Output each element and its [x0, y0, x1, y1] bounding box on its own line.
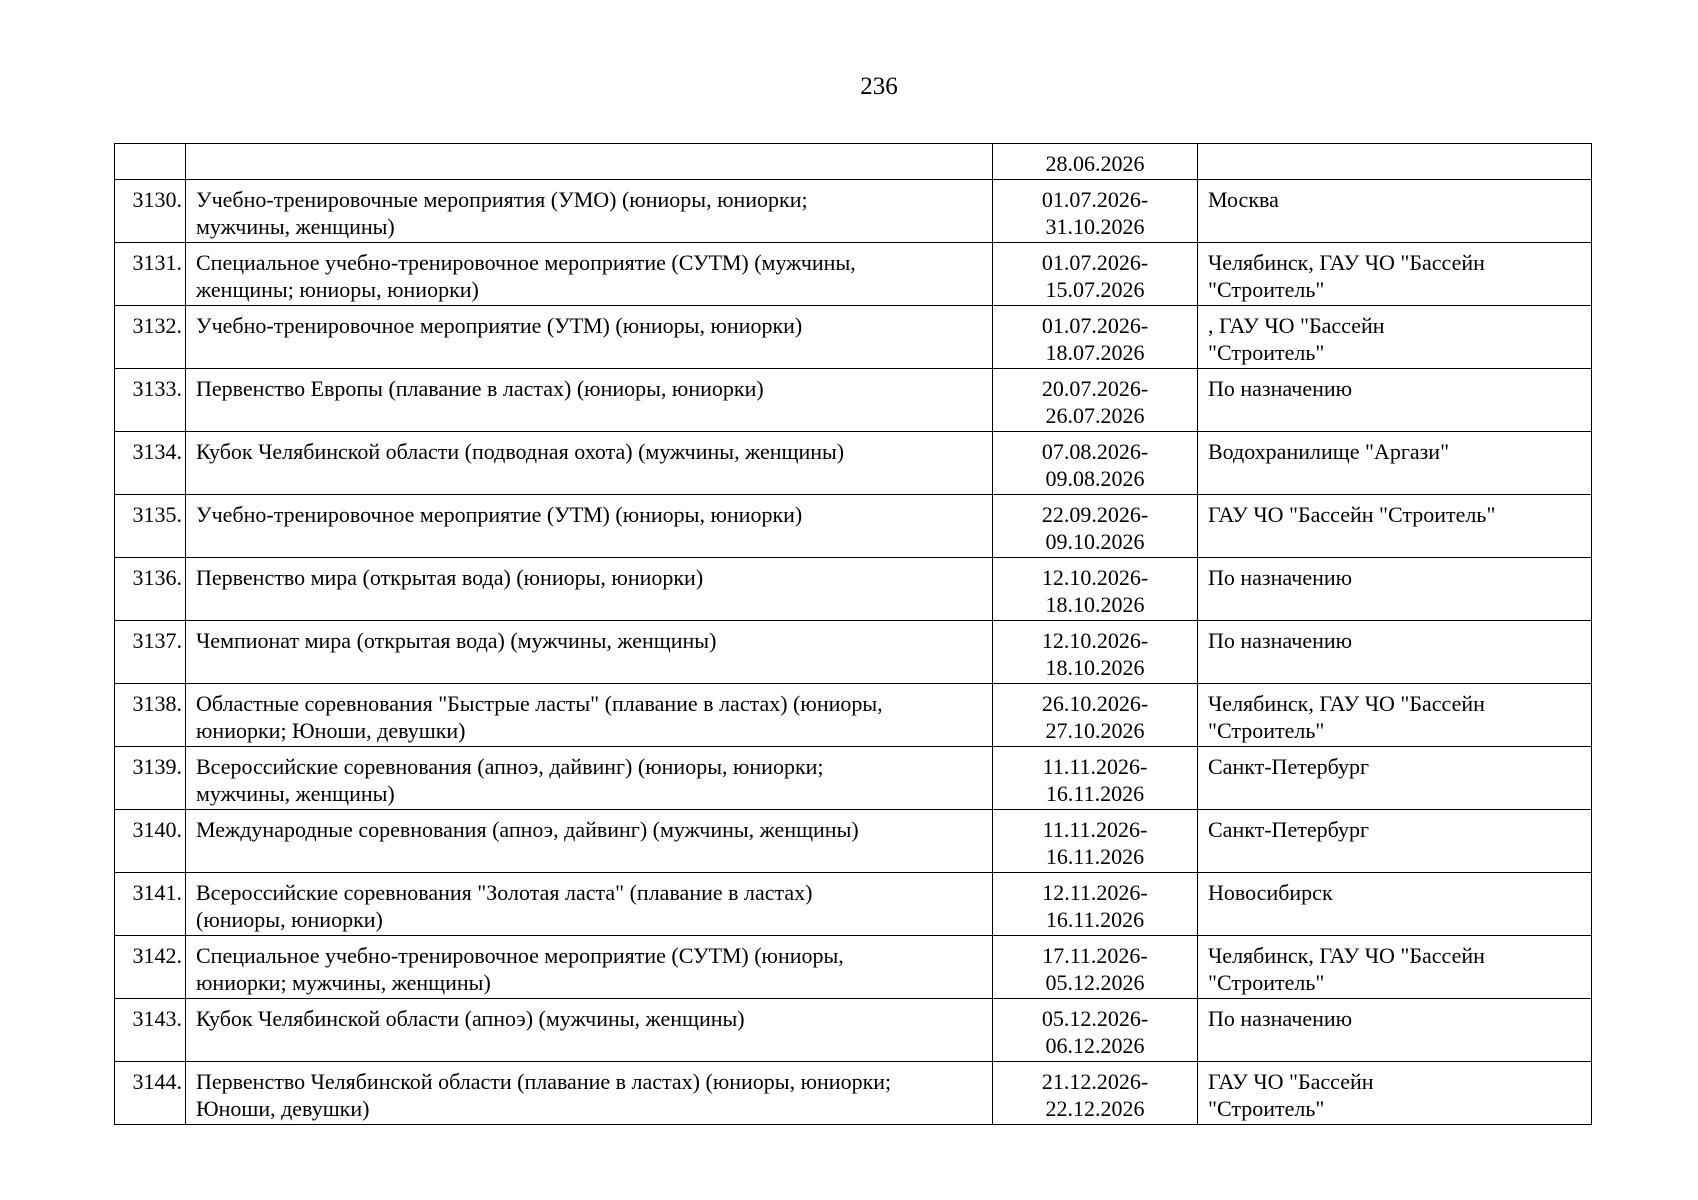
event-date-start: 01.07.2026-: [1041, 187, 1149, 212]
event-date-cell: [993, 621, 1198, 684]
event-place-line: , ГАУ ЧО "Бассейн: [1208, 313, 1385, 338]
event-place-line: Челябинск, ГАУ ЧО "Бассейн: [1208, 250, 1485, 275]
event-place-line: [1208, 1032, 1583, 1059]
event-date-cell: [993, 495, 1198, 558]
table-row: [115, 369, 1592, 432]
row-number-cell: 3141.: [115, 873, 186, 936]
event-date-end: 16.11.2026: [1045, 907, 1145, 932]
event-name-line: Первенство мира (открытая вода) (юниоры, юниорки): [196, 565, 704, 590]
event-name-line: Учебно-тренировочное мероприятие (УТМ) (юниоры, юниорки): [196, 502, 803, 527]
table-row: [115, 306, 1592, 369]
table-row-continued: [115, 144, 1592, 180]
table-row: [115, 1062, 1592, 1125]
event-date-end: 18.10.2026: [1045, 592, 1145, 617]
event-date-start: 26.10.2026-: [1041, 691, 1149, 716]
event-date-end: 26.07.2026: [1045, 403, 1145, 428]
row-number-cell: 3138.: [115, 684, 186, 747]
event-place-cell: [1198, 306, 1592, 369]
event-name-cell: [186, 810, 993, 873]
event-date-end: 22.12.2026: [1045, 1096, 1145, 1121]
event-date-cell: [993, 369, 1198, 432]
table-row: [115, 243, 1592, 306]
event-name-line: юниорки; Юноши, девушки): [196, 718, 466, 743]
event-place-cell: [1198, 684, 1592, 747]
event-name-cell: [186, 873, 993, 936]
table-row: [115, 810, 1592, 873]
event-date-start: 01.07.2026-: [1041, 313, 1149, 338]
event-name-line: [196, 339, 984, 366]
event-place-line: По назначению: [1208, 376, 1353, 401]
event-date-cell: [993, 180, 1198, 243]
event-date-start: 12.10.2026-: [1041, 628, 1149, 653]
event-date-start: 22.09.2026-: [1041, 502, 1149, 527]
event-place-line: "Строитель": [1208, 718, 1325, 743]
event-name-line: Кубок Челябинской области (апноэ) (мужчины, женщины): [196, 1006, 745, 1031]
event-place-line: Челябинск, ГАУ ЧО "Бассейн: [1208, 943, 1485, 968]
event-date-start: 11.11.2026-: [1042, 817, 1148, 842]
event-date-start: 12.11.2026-: [1042, 880, 1148, 905]
event-place-line: "Строитель": [1208, 1096, 1325, 1121]
event-name-cell: [186, 243, 993, 306]
event-place-cell: [1198, 495, 1592, 558]
event-place-line: "Строитель": [1208, 340, 1325, 365]
event-name-line: Всероссийские соревнования (апноэ, дайвинг) (юниоры, юниорки;: [196, 754, 824, 779]
event-name-cell: [186, 180, 993, 243]
event-name-cell: [186, 1062, 993, 1125]
event-name-line: мужчины, женщины): [196, 781, 395, 806]
event-name-line: [196, 843, 984, 870]
event-name-line: женщины; юниоры, юниорки): [196, 277, 479, 302]
event-date-cell: [993, 306, 1198, 369]
event-place-cell: [1198, 936, 1592, 999]
event-name-cell: [186, 747, 993, 810]
event-name-cell: [186, 432, 993, 495]
event-date-start: 12.10.2026-: [1041, 565, 1149, 590]
event-name-line: [196, 402, 984, 429]
event-date-end: 09.10.2026: [1045, 529, 1145, 554]
event-place-line: Москва: [1208, 187, 1279, 212]
row-number-cell: 3144.: [115, 1062, 186, 1125]
event-name-line: [196, 528, 984, 555]
event-place-line: [1208, 465, 1583, 492]
event-date-end: 16.11.2026: [1045, 781, 1145, 806]
event-date-cell: [993, 810, 1198, 873]
event-place-cell: [1198, 747, 1592, 810]
event-name-cell: [186, 999, 993, 1062]
event-place-line: Челябинск, ГАУ ЧО "Бассейн: [1208, 691, 1485, 716]
event-name-line: Областные соревнования "Быстрые ласты" (плавание в ластах) (юниоры,: [196, 691, 883, 716]
event-date-cell: [993, 558, 1198, 621]
event-date-end: 16.11.2026: [1045, 844, 1145, 869]
event-name-line: [196, 654, 984, 681]
event-date-end: 31.10.2026: [1045, 214, 1145, 239]
event-date-end: 06.12.2026: [1045, 1033, 1145, 1058]
events-table-body: [115, 144, 1592, 1125]
event-place-line: Санкт-Петербург: [1208, 754, 1369, 779]
event-name-line: Юноши, девушки): [196, 1096, 370, 1121]
row-number-cell: 3130.: [115, 180, 186, 243]
table-row: [115, 180, 1592, 243]
event-name-line: (юниоры, юниорки): [196, 907, 383, 932]
event-date-cell: [993, 873, 1198, 936]
event-date-end: 27.10.2026: [1045, 718, 1145, 743]
event-name-cell: [186, 144, 993, 180]
row-number-cell: 3136.: [115, 558, 186, 621]
event-name-line: Международные соревнования (апноэ, дайвинг) (мужчины, женщины): [196, 817, 859, 842]
event-name-line: [196, 1032, 984, 1059]
events-table: [114, 143, 1592, 1125]
event-place-cell: [1198, 369, 1592, 432]
event-place-line: [1208, 213, 1583, 240]
event-date-end: 18.07.2026: [1045, 340, 1145, 365]
row-number-cell: 3134.: [115, 432, 186, 495]
event-date-cell: [993, 432, 1198, 495]
row-number-cell: [115, 144, 186, 180]
event-name-line: юниорки; мужчины, женщины): [196, 970, 491, 995]
event-place-cell: [1198, 432, 1592, 495]
event-place-cell: [1198, 144, 1592, 180]
row-number-cell: 3140.: [115, 810, 186, 873]
event-name-line: Чемпионат мира (открытая вода) (мужчины, женщины): [196, 628, 717, 653]
event-name-line: Учебно-тренировочные мероприятия (УМО) (юниоры, юниорки;: [196, 187, 808, 212]
event-place-line: Новосибирск: [1208, 880, 1333, 905]
event-name-line: Специальное учебно-тренировочное мероприятие (СУТМ) (юниоры,: [196, 943, 844, 968]
event-date-start: 01.07.2026-: [1041, 250, 1149, 275]
event-place-line: ГАУ ЧО "Бассейн "Строитель": [1208, 502, 1496, 527]
event-date-end: 28.06.2026: [1045, 151, 1145, 176]
event-name-line: Первенство Челябинской области (плавание в ластах) (юниоры, юниорки;: [196, 1069, 892, 1094]
event-place-cell: [1198, 180, 1592, 243]
event-name-cell: [186, 306, 993, 369]
event-place-line: "Строитель": [1208, 277, 1325, 302]
row-number-cell: 3143.: [115, 999, 186, 1062]
event-place-cell: [1198, 621, 1592, 684]
event-place-line: По назначению: [1208, 628, 1353, 653]
event-place-line: По назначению: [1208, 565, 1353, 590]
event-date-cell: [993, 684, 1198, 747]
event-name-cell: [186, 558, 993, 621]
event-date-end: 05.12.2026: [1045, 970, 1145, 995]
event-date-cell: [993, 999, 1198, 1062]
table-row: [115, 747, 1592, 810]
event-place-line: [1208, 591, 1583, 618]
event-place-line: [1208, 402, 1583, 429]
row-number-cell: 3142.: [115, 936, 186, 999]
event-date-start: 05.12.2026-: [1041, 1006, 1149, 1031]
event-name-cell: [186, 369, 993, 432]
event-place-line: Санкт-Петербург: [1208, 817, 1369, 842]
event-place-cell: [1198, 810, 1592, 873]
event-name-cell: [186, 621, 993, 684]
page-number: 236: [860, 73, 898, 100]
row-number-cell: 3133.: [115, 369, 186, 432]
event-date-cell: [993, 144, 1198, 180]
row-number-cell: 3132.: [115, 306, 186, 369]
event-place-line: [1208, 843, 1583, 870]
event-name-line: [196, 591, 984, 618]
event-name-line: [196, 465, 984, 492]
table-row: [115, 873, 1592, 936]
event-date-start: 07.08.2026-: [1041, 439, 1149, 464]
event-date-end: 09.08.2026: [1045, 466, 1145, 491]
event-place-cell: [1198, 873, 1592, 936]
event-place-cell: [1198, 558, 1592, 621]
event-name-line: Первенство Европы (плавание в ластах) (юниоры, юниорки): [196, 376, 764, 401]
event-name-cell: [186, 684, 993, 747]
event-place-line: [1208, 528, 1583, 555]
event-name-line: Специальное учебно-тренировочное мероприятие (СУТМ) (мужчины,: [196, 250, 856, 275]
table-row: [115, 558, 1592, 621]
event-date-start: 11.11.2026-: [1042, 754, 1148, 779]
event-name-cell: [186, 936, 993, 999]
event-name-line: Всероссийские соревнования "Золотая ласта" (плавание в ластах): [196, 880, 813, 905]
event-place-line: [1208, 906, 1583, 933]
table-row: [115, 684, 1592, 747]
event-date-end: 15.07.2026: [1045, 277, 1145, 302]
event-place-line: ГАУ ЧО "Бассейн: [1208, 1069, 1374, 1094]
event-date-cell: [993, 243, 1198, 306]
event-date-start: 20.07.2026-: [1041, 376, 1149, 401]
row-number-cell: 3135.: [115, 495, 186, 558]
event-place-line: "Строитель": [1208, 970, 1325, 995]
event-date-cell: [993, 936, 1198, 999]
row-number-cell: 3137.: [115, 621, 186, 684]
table-row: [115, 621, 1592, 684]
event-name-line: Учебно-тренировочное мероприятие (УТМ) (юниоры, юниорки): [196, 313, 803, 338]
event-date-start: 21.12.2026-: [1041, 1069, 1149, 1094]
table-row: [115, 999, 1592, 1062]
event-date-end: 18.10.2026: [1045, 655, 1145, 680]
event-name-cell: [186, 495, 993, 558]
row-number-cell: 3139.: [115, 747, 186, 810]
event-date-cell: [993, 1062, 1198, 1125]
event-place-cell: [1198, 999, 1592, 1062]
table-row: [115, 495, 1592, 558]
event-place-cell: [1198, 243, 1592, 306]
event-place-line: [1208, 780, 1583, 807]
event-name-line: Кубок Челябинской области (подводная охота) (мужчины, женщины): [196, 439, 845, 464]
event-place-line: [1208, 654, 1583, 681]
table-row: [115, 432, 1592, 495]
event-place-line: Водохранилище "Аргази": [1208, 439, 1450, 464]
event-name-line: мужчины, женщины): [196, 214, 395, 239]
row-number-cell: 3131.: [115, 243, 186, 306]
event-date-start: 17.11.2026-: [1042, 943, 1148, 968]
event-date-cell: [993, 747, 1198, 810]
table-row: [115, 936, 1592, 999]
event-place-line: По назначению: [1208, 1006, 1353, 1031]
event-place-cell: [1198, 1062, 1592, 1125]
